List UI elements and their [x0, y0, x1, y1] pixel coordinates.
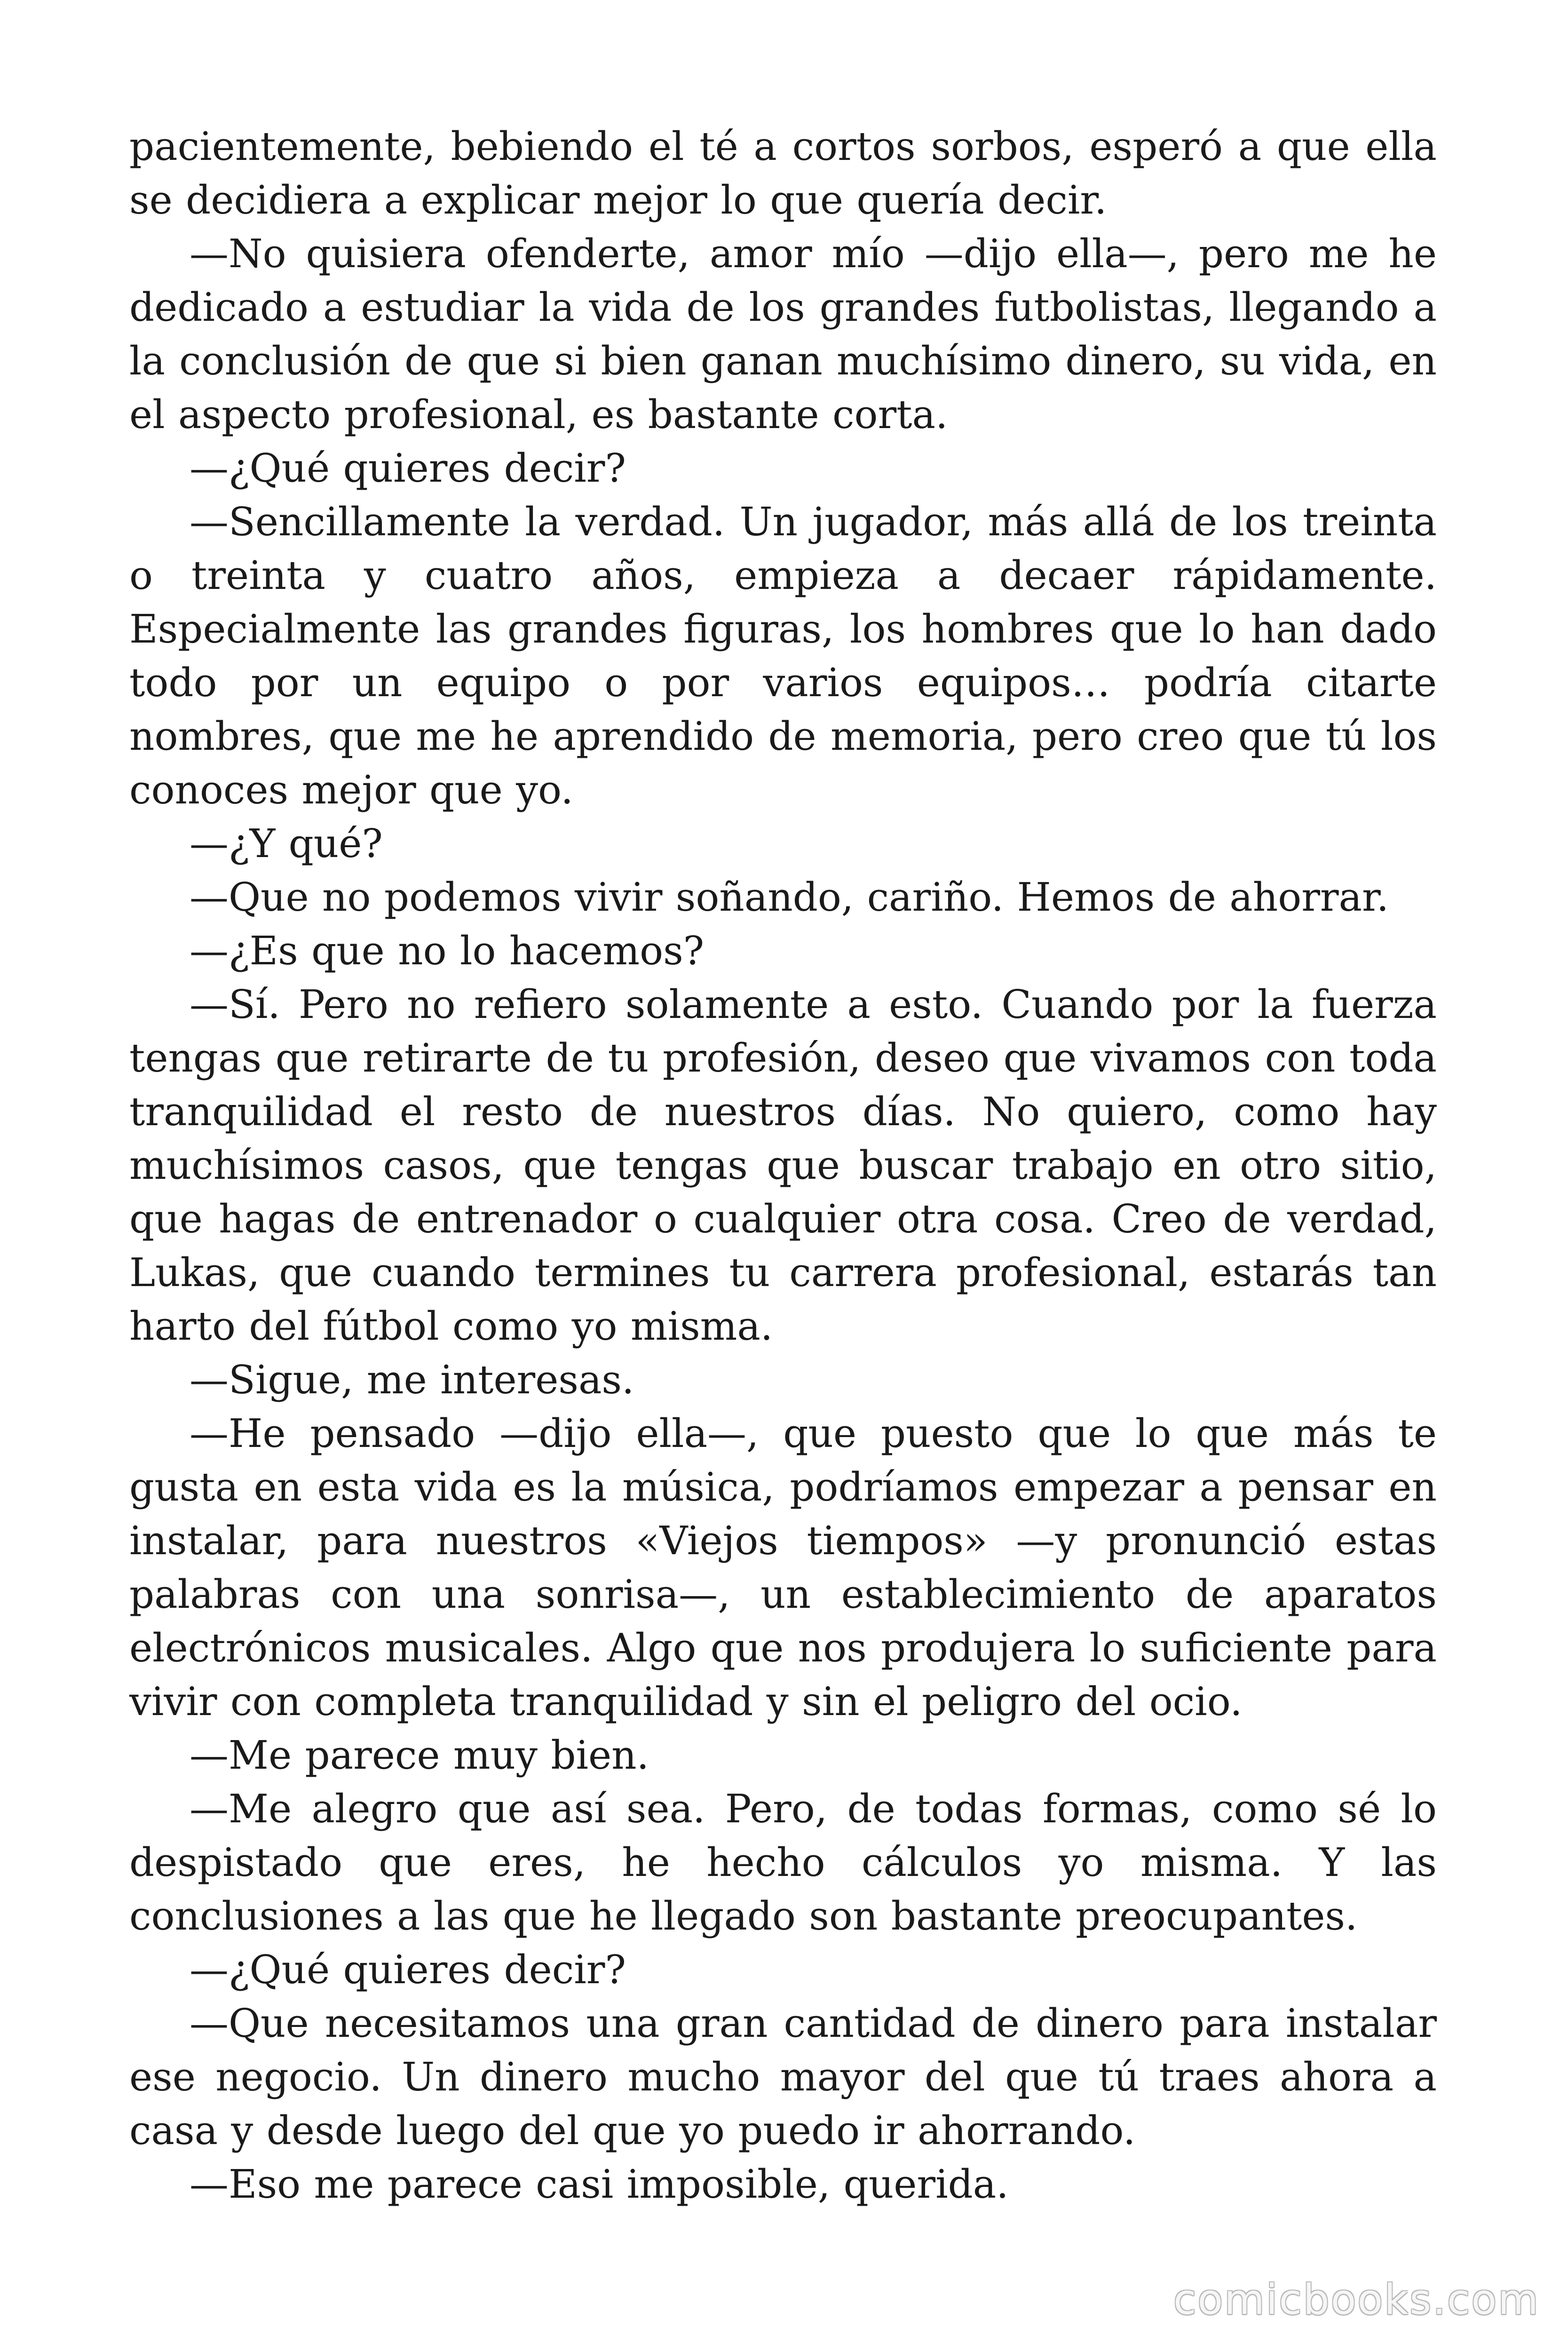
- paragraph: —¿Y qué?: [190, 821, 383, 866]
- paragraph: —Que no podemos vivir soñando, cariño. Hemos de ahorrar.: [190, 874, 1389, 920]
- paragraph: —Sí. Pero no refiero solamente a esto. Cuando por la fuerza tengas que retirarte de tu profesión, deseo que vivamos con toda tranquilidad el resto de nuestros días. No quiero, como hay muchísimos casos, que tengas que buscar trabajo en otro sitio, que hagas de entrenador o cualquier otra cosa. Creo de verdad, Lukas, que cuando termines tu carrera profesional, estarás tan harto del fútbol como yo misma.: [129, 982, 1437, 1349]
- paragraph: pacientemente, bebiendo el té a cortos sorbos, esperó a que ella se decidiera a explicar mejor lo que quería decir.: [129, 124, 1437, 223]
- paragraph: —Me parece muy bien.: [190, 1732, 649, 1778]
- paragraph: —Eso me parece casi imposible, querida.: [190, 2161, 1009, 2207]
- paragraph: —Me alegro que así sea. Pero, de todas formas, como sé lo despistado que eres, he hecho cálculos yo misma. Y las conclusiones a las que he llegado son bastante preocupantes.: [129, 1786, 1437, 1939]
- paragraph: —¿Qué quieres decir?: [190, 445, 626, 491]
- page-body: [129, 120, 1437, 2211]
- paragraph: —No quisiera ofenderte, amor mío —dijo ella—, pero me he dedicado a estudiar la vida de los grandes futbolistas, llegando a la conclusión de que si bien ganan muchísimo dinero, su vida, en el aspecto profesional, es bastante corta.: [129, 231, 1437, 437]
- paragraph: —¿Es que no lo hacemos?: [190, 928, 705, 974]
- watermark: comicbooks.com: [1173, 2275, 1540, 2324]
- paragraph: —¿Qué quieres decir?: [190, 1947, 626, 1993]
- paragraph: —Que necesitamos una gran cantidad de dinero para instalar ese negocio. Un dinero mucho mayor del que tú traes ahora a casa y desde luego del que yo puedo ir ahorrando.: [129, 2001, 1437, 2153]
- paragraph: —He pensado —dijo ella—, que puesto que lo que más te gusta en esta vida es la música, podríamos empezar a pensar en instalar, para nuestros «Viejos tiempos» —y pronunció estas palabras con una sonrisa—, un establecimiento de aparatos electrónicos musicales. Algo que nos produjera lo suficiente para vivir con completa tranquilidad y sin el peligro del ocio.: [129, 1411, 1437, 1724]
- paragraph: —Sencillamente la verdad. Un jugador, más allá de los treinta o treinta y cuatro años, empieza a decaer rápidamente. Especialmente las grandes figuras, los hombres que lo han dado todo por un equipo o por varios equipos… podría citarte nombres, que me he aprendido de memoria, pero creo que tú los conoces mejor que yo.: [129, 499, 1437, 813]
- paragraph: —Sigue, me interesas.: [190, 1357, 634, 1403]
